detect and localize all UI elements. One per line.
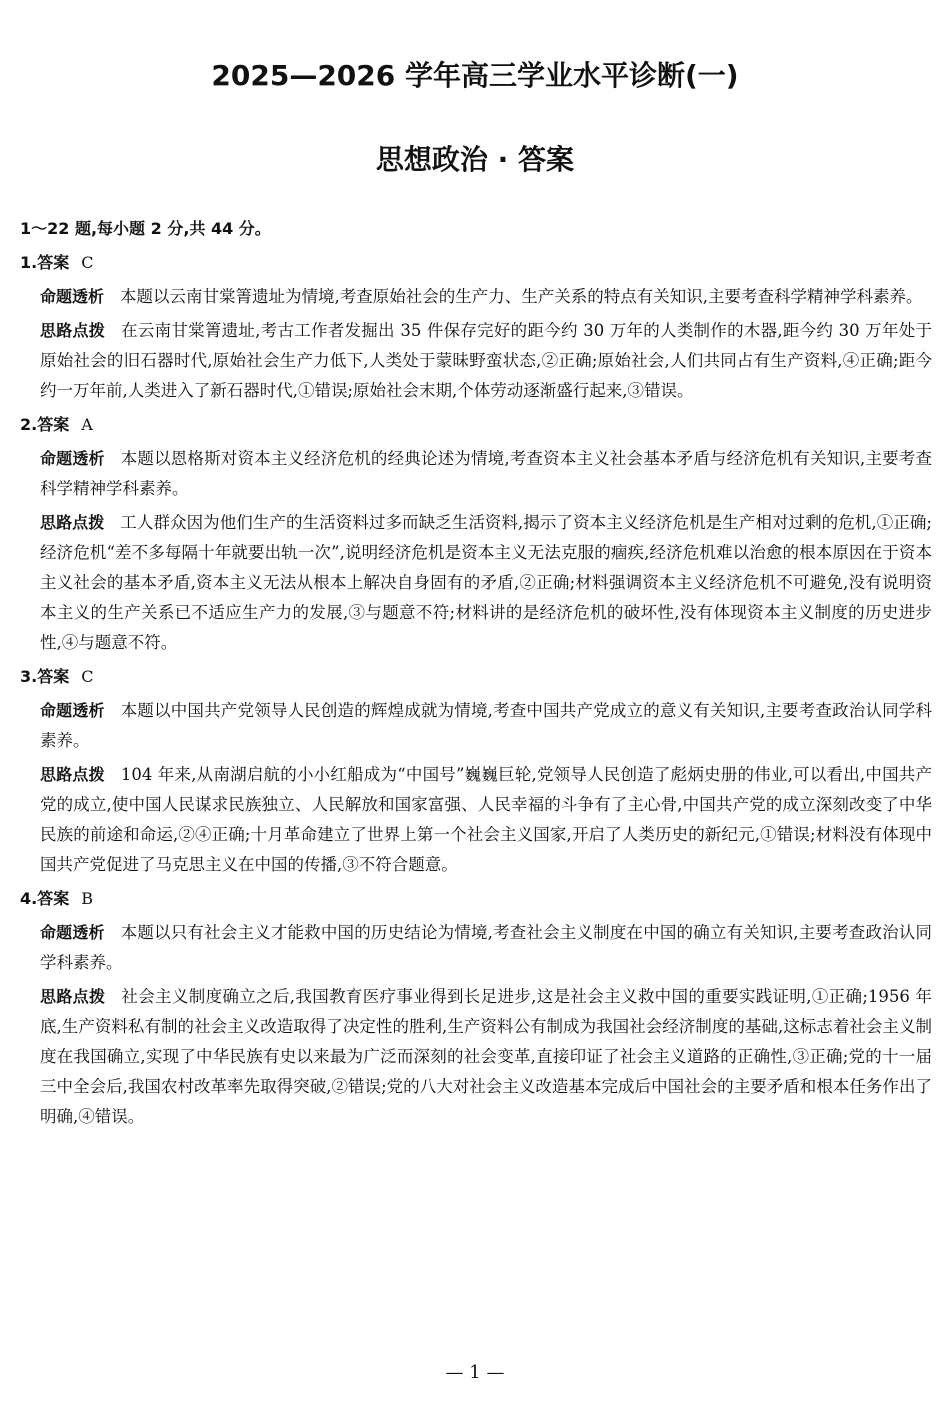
answer-value: C: [81, 667, 94, 686]
question-list: [20, 248, 932, 1132]
question-item: [20, 410, 932, 658]
analysis-label: 命题透析: [40, 449, 105, 468]
answer-content: [20, 210, 932, 1132]
hint-text: 104 年来,从南湖启航的小小红船成为“中国号”巍巍巨轮,党领导人民创造了彪炳史册的伟业,可以看出,中国共产党的成立,使中国人民谋求民族独立、人民解放和国家富强、人民幸福的斗争有了主心骨,中国共产党的成立深刻改变了中华民族的前途和命运,②④正确;十月革命建立了世界上第一个社会主义国家,开启了人类历史的新纪元,①错误;材料没有体现中国共产党促进了马克思主义在中国的传播,③不符合题意。: [40, 765, 932, 874]
analysis-text: 本题以恩格斯对资本主义经济危机的经典论述为情境,考查资本主义社会基本矛盾与经济危机有关知识,主要考查科学精神学科素养。: [40, 449, 932, 498]
hint-paragraph: [20, 760, 932, 880]
analysis-text: 本题以只有社会主义才能救中国的历史结论为情境,考查社会主义制度在中国的确立有关知识,主要考查政治认同学科素养。: [40, 923, 932, 972]
hint-text: 在云南甘棠箐遗址,考古工作者发掘出 35 件保存完好的距今约 30 万年的人类制作的木器,距今约 30 万年处于原始社会的旧石器时代,原始社会生产力低下,人类处于蒙昧野蛮状态,②正确;原始社会,人们共同占有生产资料,④正确;距今约一万年前,人类进入了新石器时代,①错误;原始社会末期,个体劳动逐渐盛行起来,③错误。: [40, 321, 932, 400]
hint-label: 思路点拨: [40, 987, 106, 1006]
answer-value: A: [81, 415, 93, 434]
hint-paragraph: [20, 316, 932, 406]
analysis-text: 本题以云南甘棠箐遗址为情境,考查原始社会的生产力、生产关系的特点有关知识,主要考查科学精神学科素养。: [120, 287, 923, 306]
analysis-label: 命题透析: [40, 701, 105, 720]
hint-label: 思路点拨: [40, 513, 105, 532]
hint-paragraph: [20, 982, 932, 1132]
analysis-paragraph: [20, 918, 932, 978]
question-item: [20, 884, 932, 1132]
question-header: [20, 884, 932, 914]
hint-text: 社会主义制度确立之后,我国教育医疗事业得到长足进步,这是社会主义救中国的重要实践证明,①正确;1956 年底,生产资料私有制的社会主义改造取得了决定性的胜利,生产资料公有制成为我国社会经济制度的基础,这标志着社会主义制度在我国确立,实现了中华民族有史以来最为广泛而深刻的社会变革,直接印证了社会主义道路的正确性,③正确;党的十一届三中全会后,我国农村改革率先取得突破,②错误;党的八大对社会主义改造基本完成后中国社会的主要矛盾和根本任务作出了明确,④错误。: [40, 987, 932, 1126]
document-subtitle: 思想政治 · 答案: [375, 143, 575, 176]
answer-value: B: [81, 889, 93, 908]
section-intro: 1～22 题,每小题 2 分,共 44 分。: [20, 219, 271, 238]
answer-value: C: [81, 253, 94, 272]
question-number: 3.: [20, 667, 38, 686]
answer-label: 答案: [37, 889, 70, 908]
hint-paragraph: [20, 508, 932, 658]
question-header: [20, 410, 932, 440]
hint-text: 工人群众因为他们生产的生活资料过多而缺乏生活资料,揭示了资本主义经济危机是生产相对过剩的危机,①正确;经济危机“差不多每隔十年就要出轨一次”,说明经济危机是资本主义无法克服的痼疾,经济危机难以治愈的根本原因在于资本主义社会的基本矛盾,资本主义无法从根本上解决自身固有的矛盾,②正确;材料强调资本主义经济危机不可避免,没有说明资本主义的生产关系已不适应生产力的发展,③与题意不符;材料讲的是经济危机的破坏性,没有体现资本主义制度的历史进步性,④与题意不符。: [40, 513, 932, 652]
hint-label: 思路点拨: [40, 321, 106, 340]
question-header: [20, 662, 932, 692]
question-item: [20, 662, 932, 880]
analysis-label: 命题透析: [40, 287, 105, 306]
question-number: 2.: [20, 415, 38, 434]
analysis-paragraph: [20, 696, 932, 756]
hint-label: 思路点拨: [40, 765, 105, 784]
question-number: 1.: [20, 253, 38, 272]
answer-label: 答案: [37, 253, 70, 272]
question-item: [20, 248, 932, 406]
question-number: 4.: [20, 889, 38, 908]
analysis-label: 命题透析: [40, 923, 105, 942]
answer-label: 答案: [37, 415, 70, 434]
analysis-paragraph: [20, 282, 932, 312]
analysis-text: 本题以中国共产党领导人民创造的辉煌成就为情境,考查中国共产党成立的意义有关知识,主要考查政治认同学科素养。: [40, 701, 932, 750]
answer-label: 答案: [37, 667, 70, 686]
analysis-paragraph: [20, 444, 932, 504]
page-number: — 1 —: [445, 1362, 505, 1383]
document-title: 2025—2026 学年高三学业水平诊断(一): [211, 59, 739, 92]
question-header: [20, 248, 932, 278]
